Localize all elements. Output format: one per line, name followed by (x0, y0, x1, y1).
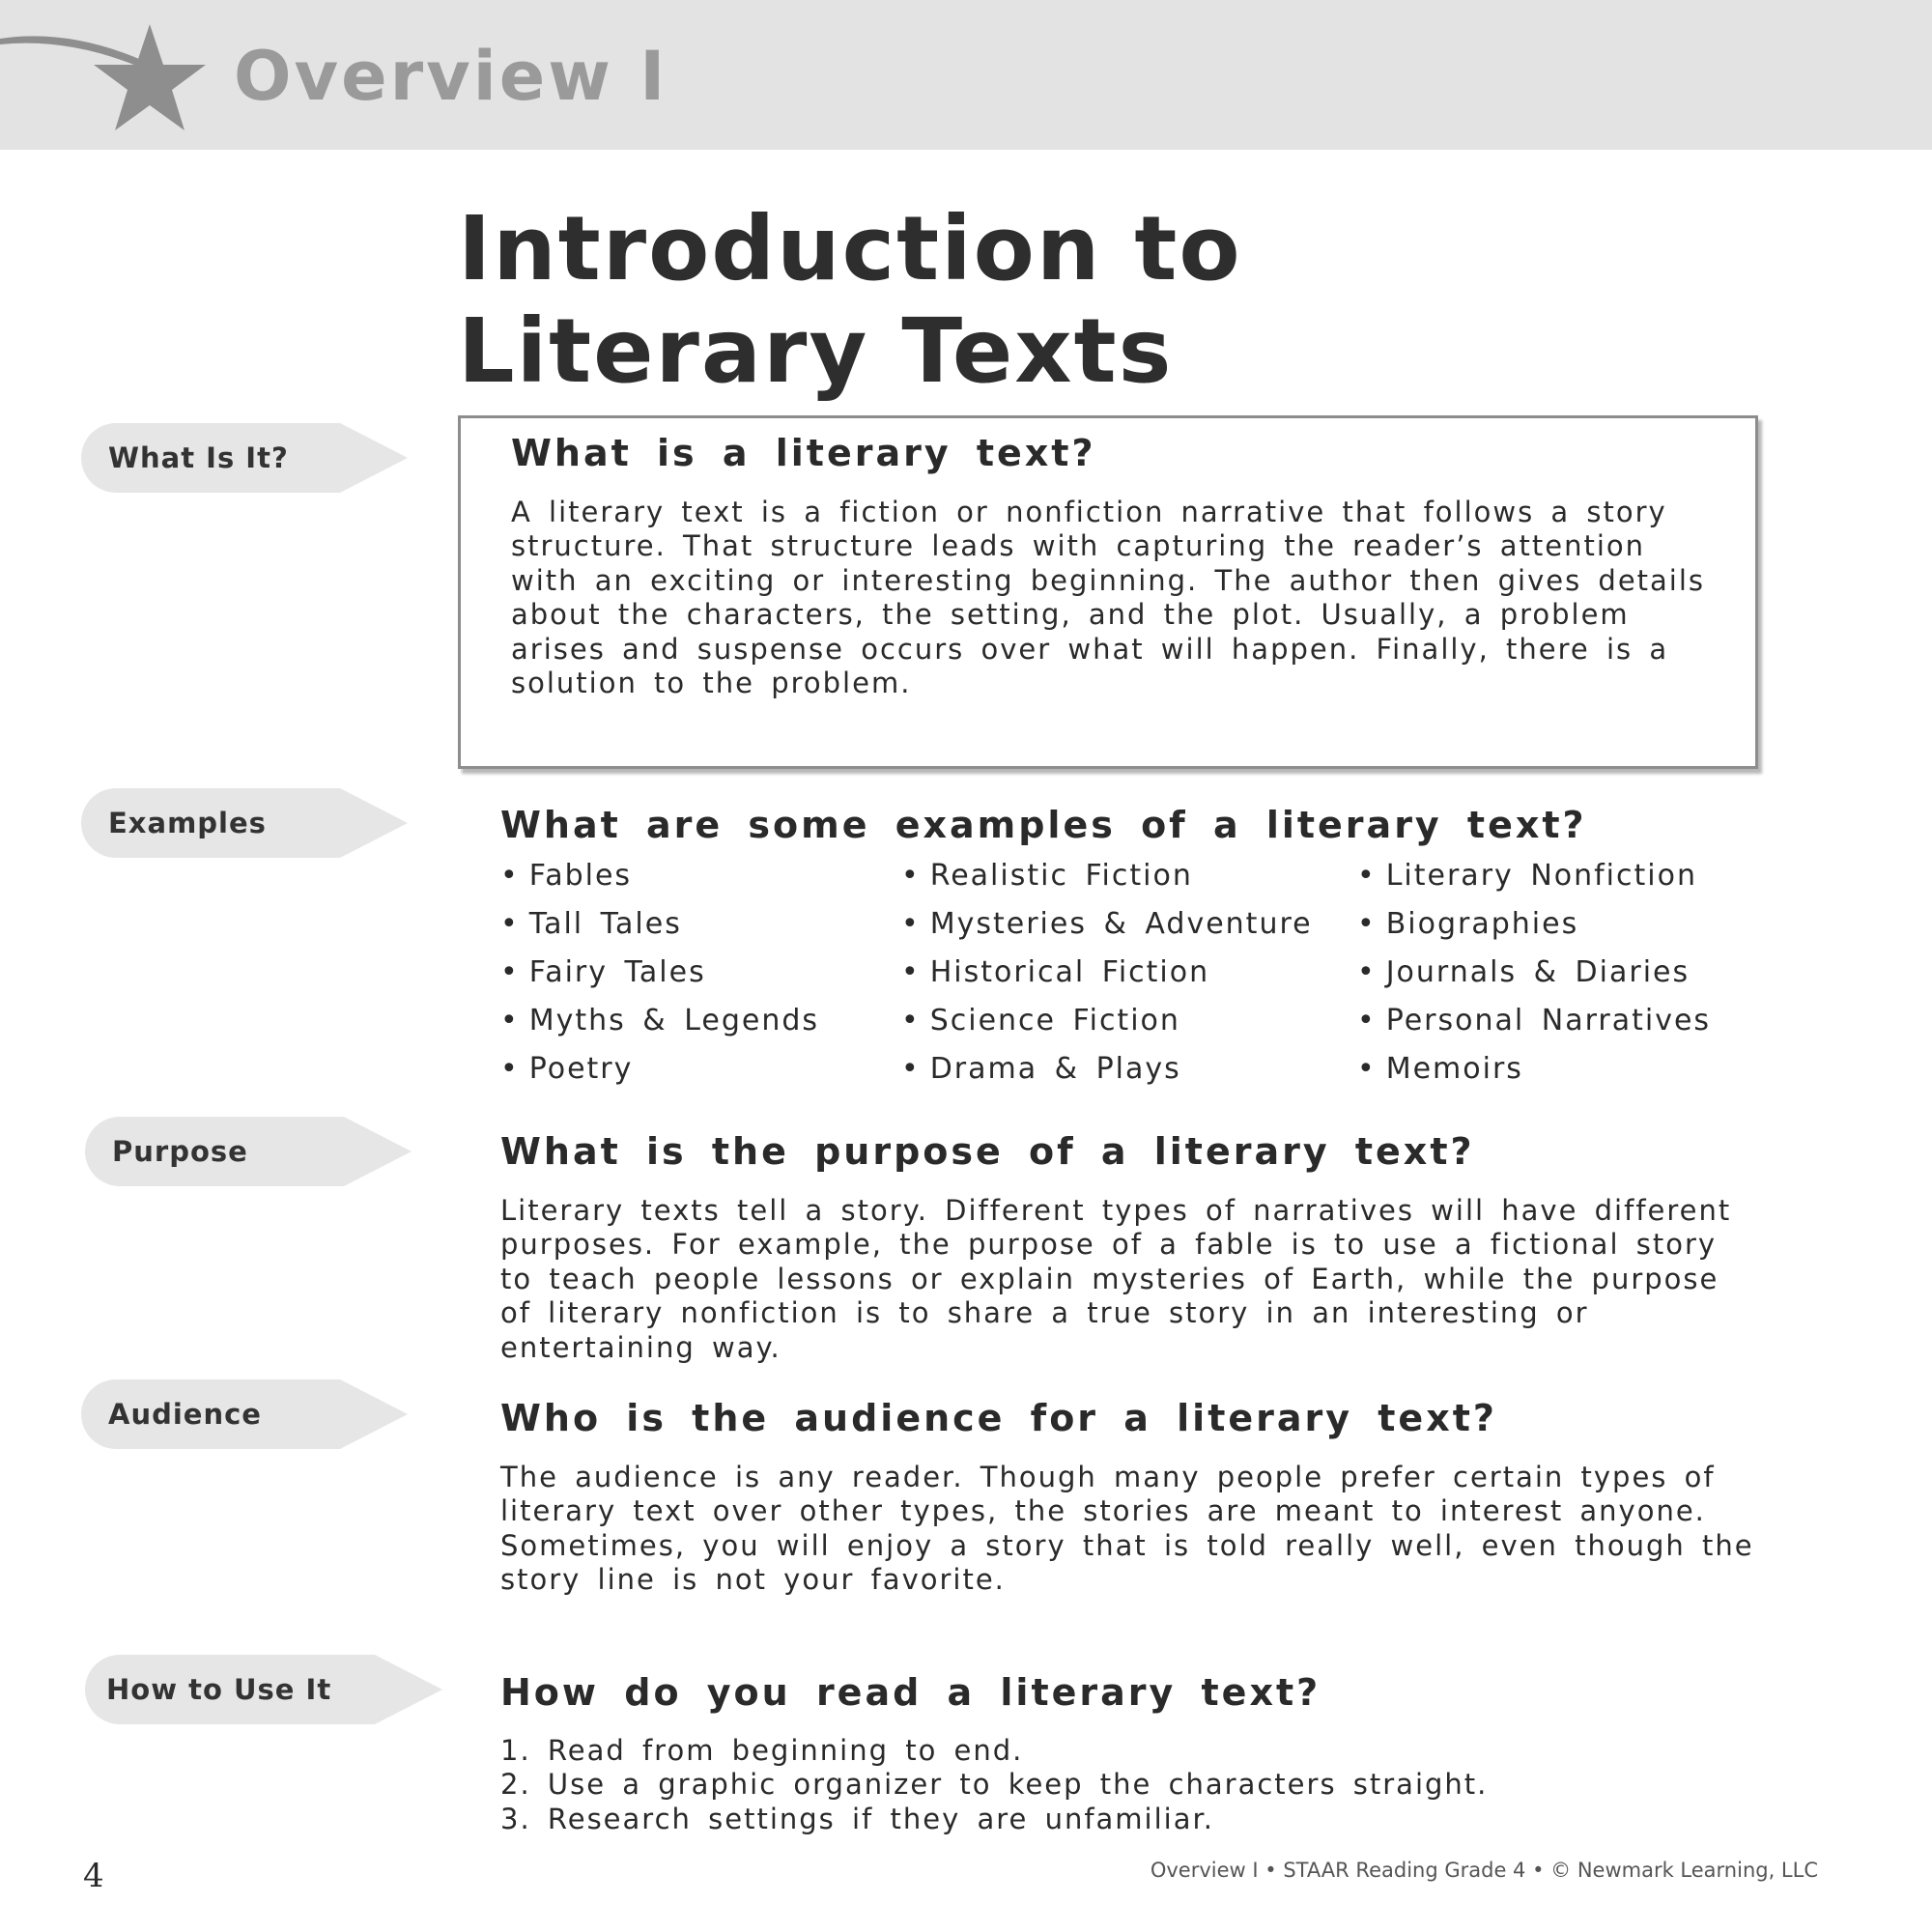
section-tag-what-is-it (81, 423, 410, 493)
section-tag-label: Examples (108, 807, 267, 839)
section-tag-audience (81, 1379, 410, 1449)
section-body: A literary text is a fiction or nonfiction narrative that follows a story structure. That structure leads with capturing the reader’s attention with an exciting or interesting beginning. The author then gives details about the characters, the setting, and the plot. Usually, a problem arises and suspense occurs over what will happen. Finally, there is a solution to the problem. (511, 496, 1706, 700)
list-item: • Realistic Fiction (901, 859, 1193, 893)
list-item: • Tall Tales (500, 907, 682, 941)
examples-list-col3 (1357, 857, 1711, 1098)
page-title (458, 198, 1242, 403)
section-tag-label: Audience (108, 1398, 262, 1431)
list-item: 2. Use a graphic organizer to keep the characters straight. (500, 1768, 1489, 1802)
header-title: Overview I (234, 37, 668, 116)
star-icon (0, 0, 232, 135)
examples-list-col1 (500, 857, 819, 1098)
list-item: 3. Research settings if they are unfamiliar. (500, 1802, 1214, 1835)
steps-list (500, 1734, 1488, 1836)
page-number: 4 (83, 1857, 104, 1895)
list-item: • Journals & Diaries (1357, 955, 1690, 989)
list-item: 1. Read from beginning to end. (500, 1734, 1024, 1767)
section-tag-label: Purpose (112, 1135, 248, 1168)
list-item: • Fairy Tales (500, 955, 706, 989)
section-tag-examples (81, 788, 410, 858)
section-body: Literary texts tell a story. Different types of narratives will have different purposes. For example, the purpose of a fable is to use a fictional story to teach people lessons or explain mysteries of Earth, while the purpose of literary nonfiction is to share a true story in an interesting or entertaining way. (500, 1194, 1732, 1364)
section-tag-label: What Is It? (108, 441, 289, 474)
section-tag-label: How to Use It (106, 1673, 332, 1706)
list-item: • Literary Nonfiction (1357, 859, 1697, 893)
page-title-line1: Introduction to (458, 197, 1242, 300)
list-item: • Myths & Legends (500, 1004, 820, 1037)
list-item: • Memoirs (1357, 1052, 1523, 1086)
list-item: • Fables (500, 859, 633, 893)
section-tag-purpose (85, 1117, 413, 1186)
list-item: • Historical Fiction (901, 955, 1210, 989)
list-item: • Poetry (500, 1052, 634, 1086)
section-tag-how-to-use (85, 1655, 444, 1724)
list-item: • Personal Narratives (1357, 1004, 1712, 1037)
list-item: • Science Fiction (901, 1004, 1180, 1037)
section-heading: What are some examples of a literary text? (500, 804, 1587, 846)
section-heading: How do you read a literary text? (500, 1671, 1321, 1714)
examples-list-col2 (901, 857, 1313, 1098)
section-heading: What is a literary text? (511, 432, 1096, 474)
list-item: • Biographies (1357, 907, 1579, 941)
list-item: • Drama & Plays (901, 1052, 1181, 1086)
footer-credit: Overview I • STAAR Reading Grade 4 • © Newmark Learning, LLC (1150, 1859, 1818, 1882)
list-item: • Mysteries & Adventure (901, 907, 1313, 941)
page-title-line2: Literary Texts (458, 299, 1174, 403)
section-heading: Who is the audience for a literary text? (500, 1397, 1497, 1439)
section-heading: What is the purpose of a literary text? (500, 1130, 1475, 1173)
definition-box (458, 415, 1758, 769)
section-body: The audience is any reader. Though many people prefer certain types of literary text over other types, the stories are meant to interest anyone. Sometimes, you will enjoy a story that is told really well, even though the story line is not your favorite. (500, 1461, 1754, 1597)
